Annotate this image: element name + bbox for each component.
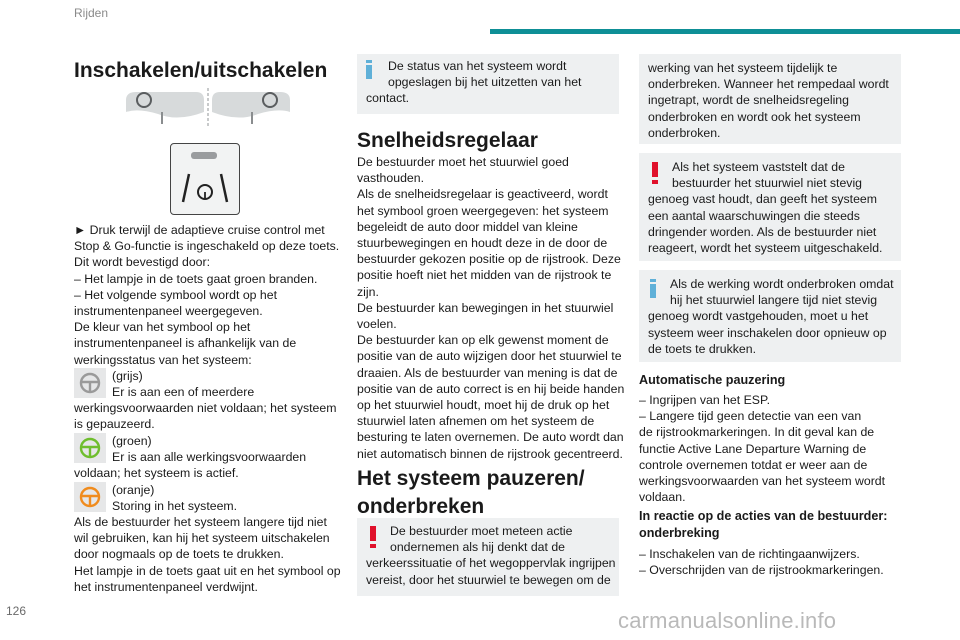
section-title: Rijden <box>74 6 109 20</box>
heading-pauzeren-cont: onderbreken <box>357 495 485 518</box>
left-line: instrumentenpaneel is afhankelijk van de <box>74 336 297 351</box>
body-line: het symbool groen weergegeven: het systeem <box>357 203 609 218</box>
left-end-line: Als de bestuurder het systeem langere tijd niet <box>74 515 327 529</box>
body-line: Als de snelheidsregelaar is geactiveerd, wordt <box>357 187 608 202</box>
warning-line: De bestuurder moet meteen actie <box>390 524 573 538</box>
auto-line: – Langere tijd geen detectie van een van <box>639 409 862 424</box>
heading-pauzeren: Het systeem pauzeren/ <box>357 467 585 490</box>
body-line: positie hoeft niet het midden van de rijstrook te <box>357 268 612 283</box>
warning-line: verkeerssituatie of het wegoppervlak ingrijpen <box>366 556 616 571</box>
left-line: Stop & Go-functie is ingeschakeld op deze toets. <box>74 239 340 254</box>
auto-line: controle overnemen totdat er weer aan de <box>639 457 868 472</box>
grip-line: genoeg vast houdt, dan geeft het systeem <box>648 192 878 207</box>
reactivate-line: hij het stuurwiel langere tijd niet stevig <box>670 293 878 308</box>
info-box-line: opgeslagen bij het uitzetten van het <box>388 75 582 90</box>
left-line: Dit wordt bevestigd door: <box>74 255 211 270</box>
cont-line: onderbroken en wordt ook het systeem <box>648 109 861 124</box>
watermark: carmanualsonline.info <box>618 608 837 633</box>
heading-automatische-pauzering: Automatische pauzering <box>639 373 786 387</box>
body-line: stuurbewegingen en houdt deze in de door de <box>357 236 608 251</box>
body-line: begeleidt de auto door middel van kleine <box>357 219 578 234</box>
body-line: positie van de auto wijzigen door het stuurwiel te <box>357 349 622 364</box>
reactivate-line: Als de werking wordt onderbroken omdat <box>670 277 894 291</box>
reactivate-line: systeem weer inschakelen door opnieuw op <box>648 325 887 340</box>
body-line: bestuurder gekozen positie op de rijstrook. Deze <box>357 252 621 267</box>
body-line: niet automatisch binnen de rijstrook gecentreerd. <box>357 446 623 461</box>
state-grey-text: Er is aan een of meerdere <box>112 385 255 400</box>
status-symbol-grey <box>74 368 106 398</box>
grip-line: reageert, wordt het systeem uitgeschakeld. <box>648 241 883 256</box>
grip-line: dringender worden. Als de bestuurder niet <box>648 224 877 239</box>
info-box-line: contact. <box>366 91 410 106</box>
reaction-line: – Overschrijden van de rijstrookmarkeringen. <box>639 563 884 578</box>
warning-line: ondernemen als hij denkt dat de <box>390 540 566 555</box>
auto-line: de rijstrookmarkeringen. In dit geval kan de <box>639 425 875 440</box>
body-line: vasthouden. <box>357 171 425 186</box>
body-line: De bestuurder kan bewegingen in het stuurwiel <box>357 300 614 315</box>
cont-line: werking van het systeem tijdelijk te <box>648 61 838 75</box>
heading-snelheidsregelaar: Snelheidsregelaar <box>357 129 538 152</box>
left-end-line: door nogmaals op de toets te drukken. <box>74 547 284 562</box>
status-symbol-orange <box>74 482 106 512</box>
cont-line: onderbreken. Wanneer het rempedaal wordt <box>648 77 889 92</box>
reactivate-line: de toets te drukken. <box>648 341 757 356</box>
body-line: zijn. <box>357 284 379 299</box>
cont-line: ingetrapt, wordt de snelheidsregeling <box>648 93 849 108</box>
state-green-label: (groen) <box>112 434 152 448</box>
state-grey-text: werkingsvoorwaarden niet voldaan; het systeem <box>74 401 337 415</box>
warning-line: vereist, door het stuurwiel te bewegen om de <box>366 572 611 587</box>
left-end-line: Het lampje in de toets gaat uit en het symbool op <box>74 563 341 578</box>
body-line: De bestuurder kan op elk gewenst moment de <box>357 333 609 348</box>
left-line: De kleur van het symbool op het <box>74 320 251 335</box>
body-line: voelen. <box>357 317 397 332</box>
left-line: werkingsstatus van het systeem: <box>74 352 252 367</box>
heading-reactie-cont: onderbreking <box>639 526 720 540</box>
grip-line: bestuurder het stuurwiel niet stevig <box>672 176 863 191</box>
info-box-line: De status van het systeem wordt <box>388 59 567 73</box>
auto-line: – Ingrijpen van het ESP. <box>639 393 771 407</box>
cont-line: onderbroken. <box>648 125 721 140</box>
heading-reactie: In reactie op de acties van de bestuurder: <box>639 509 888 523</box>
body-line: op het stuurwiel houdt, moet hij de druk op het <box>357 398 610 413</box>
lane-keep-icon <box>171 144 239 214</box>
grip-line: een aantal waarschuwingen die steeds <box>648 208 860 223</box>
state-green-text: voldaan; het systeem is actief. <box>74 466 239 480</box>
left-line: – Het lampje in de toets gaat groen branden. <box>74 271 318 286</box>
left-end-line: het instrumentenpaneel verdwijnt. <box>74 579 258 594</box>
lane-keep-button[interactable] <box>170 143 240 215</box>
header-accent-bar <box>490 29 960 34</box>
reactivate-line: genoeg wordt vastgehouden, moet u het <box>648 309 869 324</box>
body-line: besturing te laten overnemen. De auto wordt dan <box>357 430 624 445</box>
auto-line: voldaan. <box>639 490 686 505</box>
left-end-line: wil gebruiken, kan hij het systeem uitschakelen <box>74 531 330 546</box>
page-number: 126 <box>6 604 27 618</box>
state-grey-text: is gepauzeerd. <box>74 417 155 432</box>
left-line: instrumentenpaneel weergegeven. <box>74 304 263 319</box>
grip-line: Als het systeem vaststelt dat de <box>672 160 845 174</box>
left-line: – Het volgende symbool wordt op het <box>74 287 278 302</box>
auto-line: werkingsvoorwaarden van het systeem wordt <box>639 474 886 489</box>
left-line: ► Druk terwijl de adaptieve cruise control met <box>74 223 325 237</box>
body-line: De bestuurder moet het stuurwiel goed <box>357 155 569 169</box>
state-grey-label: (grijs) <box>112 369 143 383</box>
steering-wheel-buttons-illustration <box>118 86 298 130</box>
state-orange-text: Storing in het systeem. <box>112 499 238 514</box>
body-line: positie van de auto correct is en hij beide handen <box>357 381 625 396</box>
body-line: stuurwiel laten afnemen om het systeem de <box>357 414 595 429</box>
body-line: draaien. Als de bestuurder van mening is dat de <box>357 365 618 380</box>
state-orange-label: (oranje) <box>112 483 155 497</box>
state-green-text: Er is aan alle werkingsvoorwaarden <box>112 450 307 465</box>
heading-inschakelen: Inschakelen/uitschakelen <box>74 59 328 82</box>
auto-line: functie Active Lane Departure Warning de <box>639 441 867 456</box>
reaction-line: – Inschakelen van de richtingaanwijzers. <box>639 547 860 561</box>
status-symbol-green <box>74 433 106 463</box>
